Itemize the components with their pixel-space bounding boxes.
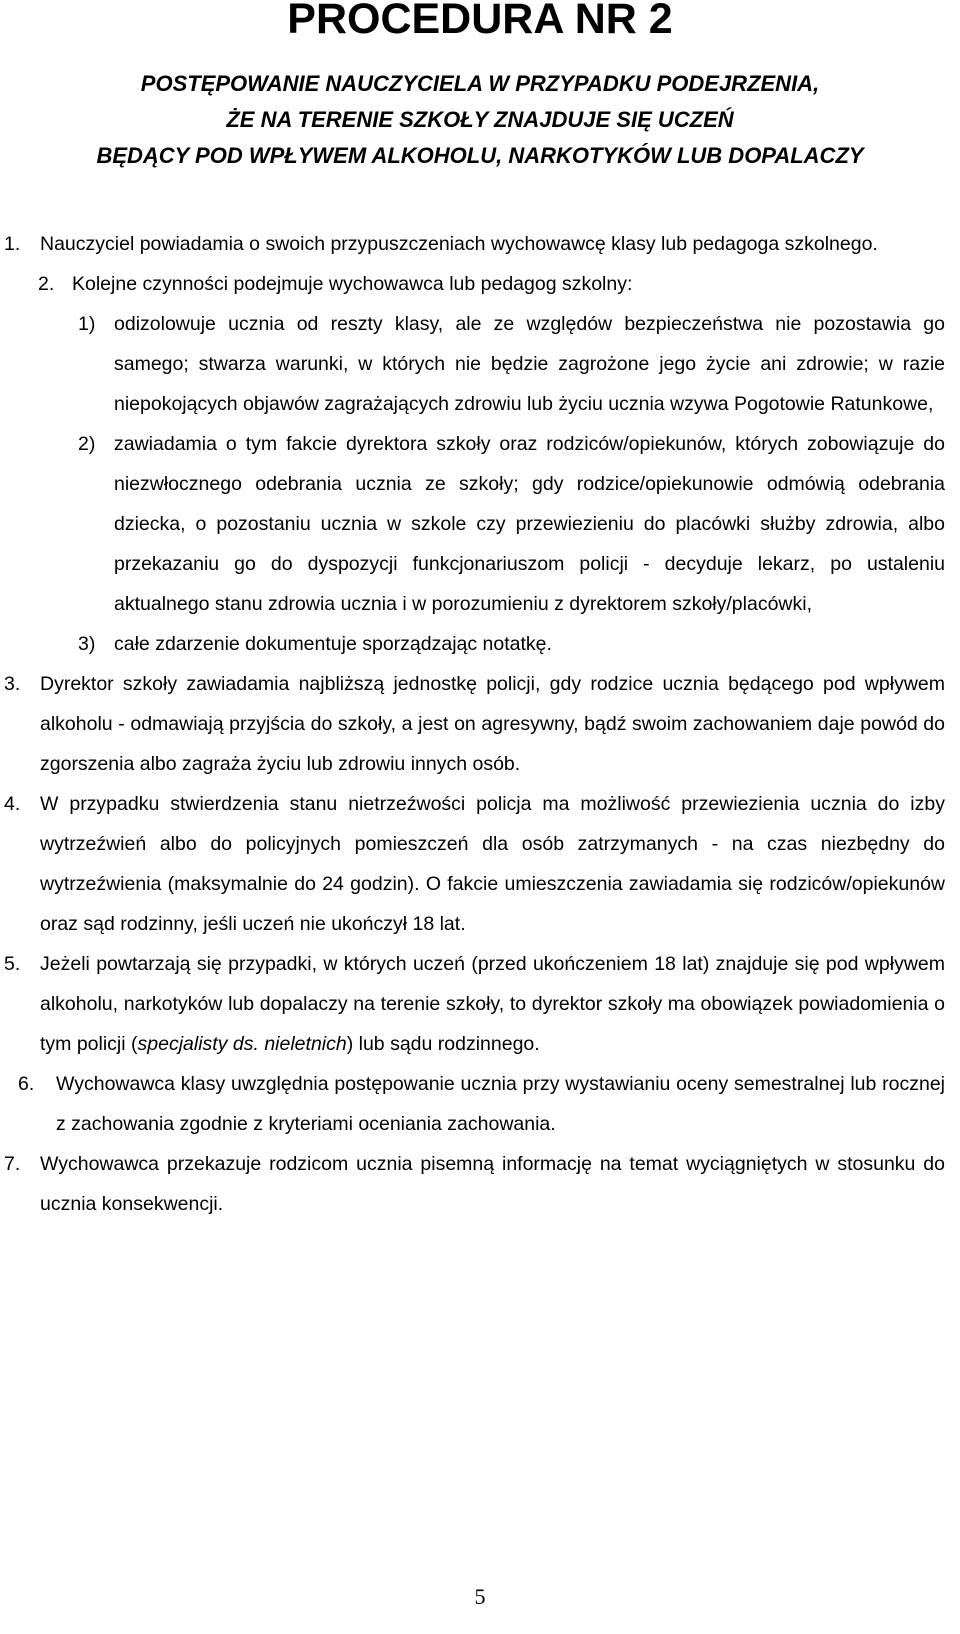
subtitle-line: BĘDĄCY POD WPŁYWEM ALKOHOLU, NARKOTYKÓW LUB DOPALACZY — [96, 143, 864, 168]
item-number: 1. — [4, 233, 21, 255]
italic-text: specjalisty ds. — [137, 1033, 259, 1055]
item-text: ) lub sądu rodzinnego. — [346, 1033, 540, 1055]
sub-item-text: zawiadamia o tym fakcie dyrektora szkoły oraz rodziców/opiekunów, których zobowiązuje do niezwłocznego odebrania ucznia ze szkoły; gdy rodzice/opiekunowie odmówią odebrania dziecka, o pozostaniu ucznia w szkole czy przewiezieniu do placówki służby zdrowia, albo przekazaniu go do dyspozycji funkcjonariuszom policji - decyduje lekarz, po ustaleniu aktualnego stanu zdrowia ucznia i w porozumieniu z dyrektorem szkoły/placówki, — [114, 433, 945, 615]
item-text: Wychowawca przekazuje rodzicom ucznia pisemną informację na temat wyciągniętych w stosunku do ucznia konsekwencji. — [40, 1153, 945, 1215]
item-number: 4. — [4, 793, 21, 815]
list-item — [0, 1064, 960, 1144]
subtitle-line: ŻE NA TERENIE SZKOŁY ZNAJDUJE SIĘ UCZEŃ — [226, 107, 734, 132]
page-number: 5 — [474, 1584, 486, 1609]
item-number: 6. — [18, 1073, 35, 1095]
item-text: Dyrektor szkoły zawiadamia najbliższą jednostkę policji, gdy rodzice ucznia będącego pod wpływem alkoholu - odmawiają przyjścia do szkoły, a jest on agresywny, bądź swoim zachowaniem daje powód do zgorszenia albo zagraża życiu lub zdrowiu innych osób. — [40, 673, 945, 775]
sub-item-number: 3) — [78, 633, 96, 655]
list-item — [0, 264, 960, 304]
subtitle-line: POSTĘPOWANIE NAUCZYCIELA W PRZYPADKU PODEJRZENIA, — [140, 71, 820, 96]
item-text: W przypadku stwierdzenia stanu nietrzeźwości policja ma możliwość przewiezienia ucznia do izby wytrzeźwień albo do policyjnych pomieszczeń dla osób zatrzymanych - na czas niezbędny do wytrzeźwienia (maksymalnie do 24 godzin). O fakcie umieszczenia zawiadamia się rodziców/opiekunów oraz sąd rodzinny, jeśli uczeń nie ukończył 18 lat. — [40, 793, 945, 935]
list-item — [0, 1144, 960, 1224]
sub-item-text: odizolowuje ucznia od reszty klasy, ale ze względów bezpieczeństwa nie pozostawia go samego; stwarza warunki, w których nie będzie zagrożone jego życie ani zdrowie; w razie niepokojących objawów zagrażających zdrowiu lub życiu ucznia wzywa Pogotowie Ratunkowe, — [114, 313, 945, 415]
item-text: Nauczyciel powiadamia o swoich przypuszczeniach wychowawcę klasy lub pedagoga szkolnego. — [40, 233, 878, 255]
item-number: 2. — [38, 273, 55, 295]
item-number: 3. — [4, 673, 21, 695]
list-item — [0, 944, 960, 1064]
sub-item-number: 2) — [78, 433, 96, 455]
sub-list-item — [0, 424, 960, 624]
item-number: 5. — [4, 953, 21, 975]
list-item — [0, 224, 960, 264]
sub-list-item — [0, 624, 960, 664]
list-item — [0, 784, 960, 944]
procedure-subtitle — [0, 66, 960, 174]
item-text: Kolejne czynności podejmuje wychowawca lub pedagog szkolny: — [72, 273, 633, 295]
item-text: Jeżeli powtarzają się przypadki, w których uczeń (przed ukończeniem 18 lat) znajduje się pod wpływem alkoholu, narkotyków lub dopalaczy na terenie szkoły, to dyrektor szkoły ma obowiązek powiadomienia o tym policji ( — [40, 953, 945, 1055]
sub-item-text: całe zdarzenie dokumentuje sporządzając notatkę. — [114, 633, 552, 655]
italic-text: nieletnich — [264, 1033, 347, 1055]
sub-list-item — [0, 304, 960, 424]
page-title: PROCEDURA NR 2 — [287, 0, 673, 43]
item-text: Wychowawca klasy uwzględnia postępowanie ucznia przy wystawianiu oceny semestralnej lub rocznej z zachowania zgodnie z kryteriami oceniania zachowania. — [56, 1073, 945, 1135]
sub-item-number: 1) — [78, 313, 96, 335]
list-item — [0, 664, 960, 784]
item-number: 7. — [4, 1153, 21, 1175]
procedure-body — [0, 224, 960, 1224]
